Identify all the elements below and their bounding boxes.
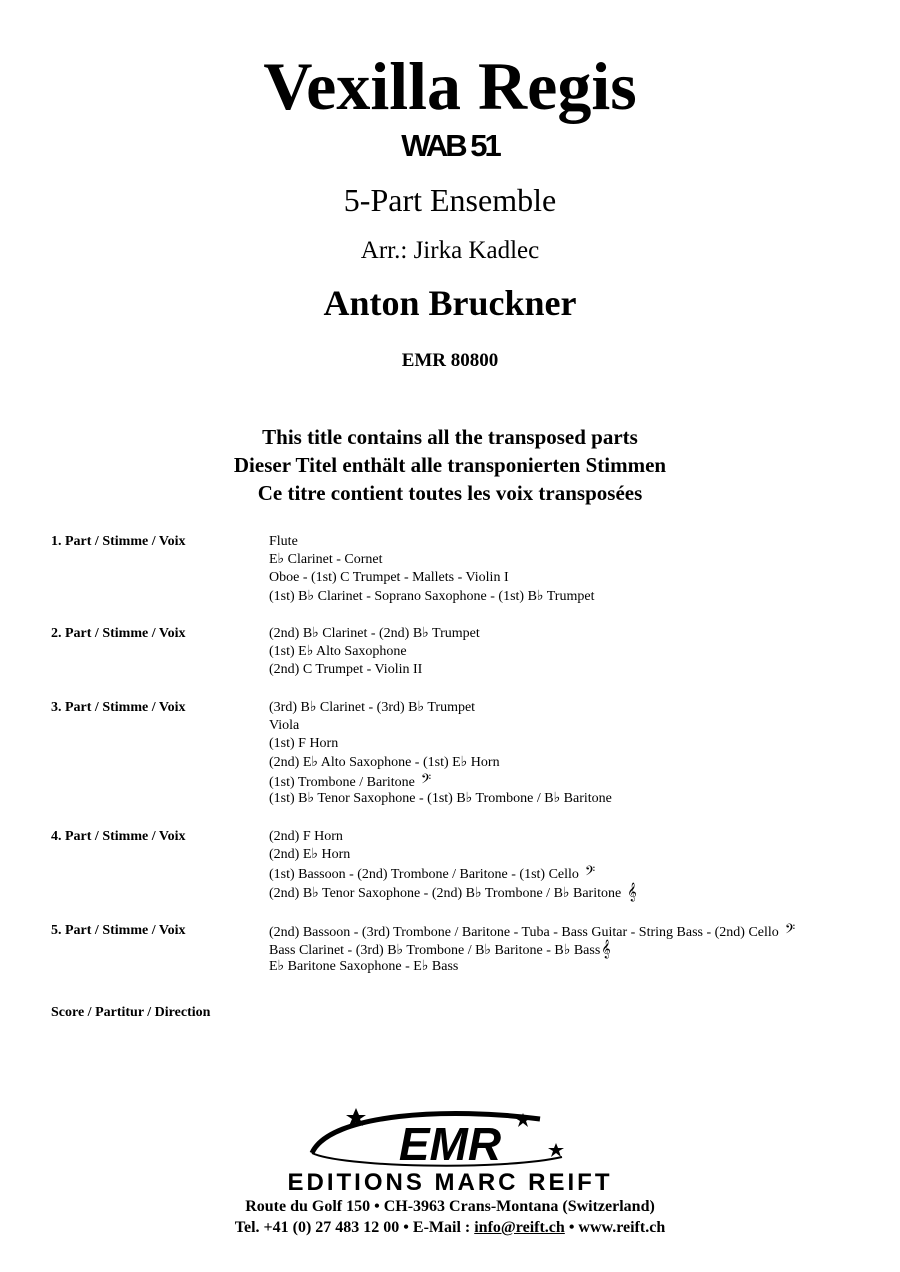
email-link[interactable]: info@reift.ch xyxy=(474,1219,565,1236)
composer: Anton Bruckner xyxy=(323,283,577,323)
emr-logo xyxy=(300,1105,600,1175)
part-4-label: 4. Part / Stimme / Voix xyxy=(51,829,186,844)
instrument-text: (1st) Bassoon - (2nd) Trombone / Baritone - (1st) Cello xyxy=(269,867,579,883)
bass-clef-icon: 𝄢 xyxy=(420,770,432,790)
instrument-line: E♭ Baritone Saxophone - E♭ Bass xyxy=(269,959,459,975)
instrument-line: (2nd) C Trumpet - Violin II xyxy=(269,662,423,678)
instrument-line: (1st) B♭ Tenor Saxophone - (1st) B♭ Trombone / B♭ Baritone xyxy=(269,790,612,806)
part-5-instruments xyxy=(269,922,795,977)
ensemble-type: 5-Part Ensemble xyxy=(343,182,557,218)
website-link[interactable]: • www.reift.ch xyxy=(568,1219,666,1236)
edition-number: EMR 80800 xyxy=(401,350,499,371)
instrument-line xyxy=(269,940,795,958)
notice-english: This title contains all the transposed parts xyxy=(262,425,638,449)
publisher-name: EDITIONS MARC REIFT xyxy=(287,1169,613,1196)
part-3-instruments xyxy=(269,699,612,808)
star-icon xyxy=(548,1143,564,1157)
treble-clef-icon: 𝄞 xyxy=(627,881,637,901)
instrument-text: (1st) Trombone / Baritone xyxy=(269,774,415,790)
instrument-line: Oboe - (1st) C Trumpet - Mallets - Violin I xyxy=(269,570,509,586)
treble-clef-icon: 𝄞 xyxy=(601,939,611,959)
instrument-text: (2nd) B♭ Tenor Saxophone - (2nd) B♭ Trombone / B♭ Baritone xyxy=(269,885,622,901)
instrument-line: (3rd) B♭ Clarinet - (3rd) B♭ Trumpet xyxy=(269,700,476,715)
instrument-line: (1st) B♭ Clarinet - Soprano Saxophone - (1st) B♭ Trumpet xyxy=(269,588,595,604)
instrument-text: Bass Clarinet - (3rd) B♭ Trombone / B♭ Baritone - B♭ Bass xyxy=(269,943,601,959)
part-5-label: 5. Part / Stimme / Voix xyxy=(51,923,186,938)
notice-french: Ce titre contient toutes les voix transposées xyxy=(257,481,643,505)
instrument-text: (2nd) Bassoon - (3rd) Trombone / Baritone - Tuba - Bass Guitar - String Bass - (2nd) Cello xyxy=(269,925,779,940)
instrument-line: (1st) E♭ Alto Saxophone xyxy=(269,644,407,660)
arranger: Arr.: Jirka Kadlec xyxy=(360,237,540,264)
bass-clef-icon: 𝄢 xyxy=(584,863,596,883)
part-1-instruments xyxy=(269,533,594,606)
publisher-contact xyxy=(0,1218,900,1238)
score-label: Score / Partitur / Direction xyxy=(51,1005,211,1020)
instrument-line: Flute xyxy=(269,534,298,549)
part-2-instruments xyxy=(269,625,480,680)
catalog-number: WAB 51 xyxy=(401,128,499,163)
part-3-label: 3. Part / Stimme / Voix xyxy=(51,700,186,715)
logo-text: EMR xyxy=(398,1118,502,1170)
notice-german: Dieser Titel enthält alle transponierten Stimmen xyxy=(233,453,667,477)
page-title: Vexilla Regis xyxy=(263,48,637,124)
instrument-line: E♭ Clarinet - Cornet xyxy=(269,552,383,568)
instrument-line: (2nd) E♭ Horn xyxy=(269,847,351,863)
instrument-line: Viola xyxy=(269,718,300,734)
phone-and-email-label: Tel. +41 (0) 27 483 12 00 • E-Mail : xyxy=(234,1219,471,1236)
instrument-line xyxy=(269,883,637,901)
bass-clef-icon: 𝄢 xyxy=(784,921,796,940)
instrument-line xyxy=(269,864,637,882)
part-2-label: 2. Part / Stimme / Voix xyxy=(51,626,186,641)
part-1-label: 1. Part / Stimme / Voix xyxy=(51,534,186,549)
part-4-instruments xyxy=(269,828,637,901)
instrument-line xyxy=(269,772,612,790)
publisher-address: Route du Golf 150 • CH-3963 Crans-Montana (Switzerland) xyxy=(245,1198,655,1215)
instrument-line xyxy=(269,922,795,940)
instrument-line: (1st) F Horn xyxy=(269,736,339,752)
instrument-line: (2nd) E♭ Alto Saxophone - (1st) E♭ Horn xyxy=(269,754,500,770)
instrument-line: (2nd) B♭ Clarinet - (2nd) B♭ Trumpet xyxy=(269,626,480,641)
instrument-line: (2nd) F Horn xyxy=(269,829,343,844)
